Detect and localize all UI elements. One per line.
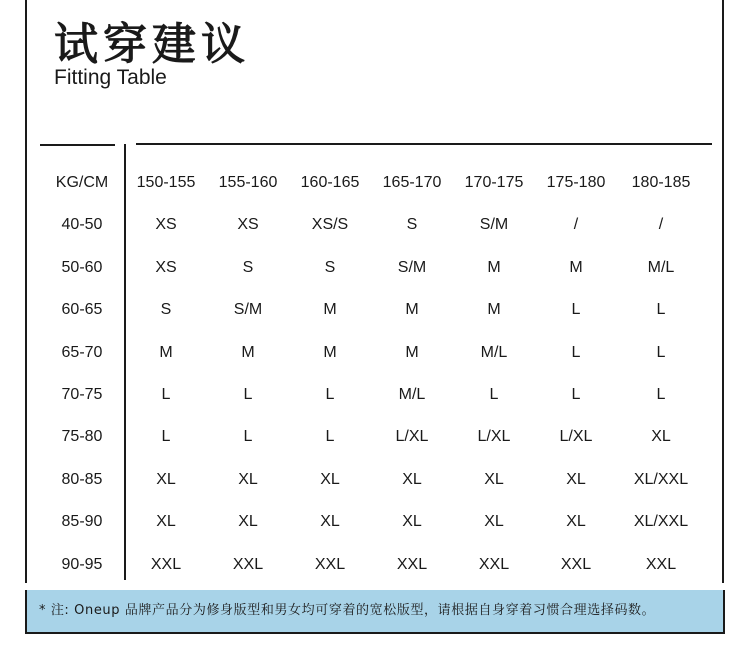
size-cell: S: [406, 216, 418, 233]
size-cell: L: [656, 344, 666, 361]
size-cell: S: [324, 259, 336, 276]
size-cell: M: [487, 301, 501, 318]
frame-right-border: [722, 0, 724, 583]
size-cell: L/XL: [559, 428, 593, 445]
size-cell: L: [325, 428, 335, 445]
weight-row-label: 85-90: [61, 513, 103, 530]
size-cell: L/XL: [395, 428, 429, 445]
size-cell: XL: [156, 513, 176, 530]
height-column-header: 165-170: [382, 174, 442, 191]
size-cell: S: [160, 301, 172, 318]
height-column-header: 175-180: [546, 174, 606, 191]
size-cell: L: [243, 428, 253, 445]
size-cell: XL: [651, 428, 671, 445]
size-cell: XL: [484, 513, 504, 530]
size-cell: L: [571, 344, 581, 361]
page-subtitle: Fitting Table: [54, 66, 167, 89]
size-cell: XXL: [560, 556, 592, 573]
size-cell: L: [243, 386, 253, 403]
size-cell: L: [325, 386, 335, 403]
height-column-header: 155-160: [218, 174, 278, 191]
size-cell: S/M: [397, 259, 427, 276]
size-cell: XL: [320, 513, 340, 530]
size-cell: XXL: [645, 556, 677, 573]
size-cell: XL: [402, 513, 422, 530]
size-cell: XL: [156, 471, 176, 488]
size-cell: M: [569, 259, 583, 276]
note-bar-bottom-rule: [25, 632, 725, 634]
weight-row-label: 60-65: [61, 301, 103, 318]
weight-row-label: 70-75: [61, 386, 103, 403]
size-cell: XXL: [478, 556, 510, 573]
size-cell: M: [323, 344, 337, 361]
table-top-rule-right: [136, 143, 712, 145]
height-column-header: 180-185: [631, 174, 691, 191]
frame-left-border: [25, 0, 27, 583]
weight-row-label: 90-95: [61, 556, 103, 573]
height-column-header: 150-155: [136, 174, 196, 191]
size-cell: XL: [566, 471, 586, 488]
size-cell: XS: [155, 216, 177, 233]
size-cell: /: [658, 216, 664, 233]
weight-row-label: 50-60: [61, 259, 103, 276]
size-cell: XXL: [150, 556, 182, 573]
height-column-header: 170-175: [464, 174, 524, 191]
size-cell: M: [405, 344, 419, 361]
size-cell: S/M: [233, 301, 263, 318]
size-cell: XS: [237, 216, 259, 233]
size-cell: L: [656, 386, 666, 403]
size-cell: L: [656, 301, 666, 318]
size-cell: XXL: [396, 556, 428, 573]
size-cell: S/M: [479, 216, 509, 233]
size-cell: XL: [238, 513, 258, 530]
size-cell: M: [487, 259, 501, 276]
note-text: * 注: Oneup 品牌产品分为修身版型和男女均可穿着的宽松版型，请根据自身穿着习惯合理选择码数。: [39, 603, 656, 618]
height-column-header: 160-165: [300, 174, 360, 191]
page-title: 试穿建议: [54, 19, 250, 70]
weight-row-label: 80-85: [61, 471, 103, 488]
weight-row-label: 40-50: [61, 216, 103, 233]
size-cell: XL/XXL: [633, 513, 689, 530]
size-cell: L/XL: [477, 428, 511, 445]
size-cell: L: [489, 386, 499, 403]
size-cell: XL: [238, 471, 258, 488]
size-cell: XS/S: [311, 216, 349, 233]
size-cell: M: [159, 344, 173, 361]
weight-row-label: 65-70: [61, 344, 103, 361]
size-cell: XL: [566, 513, 586, 530]
weight-row-label: 75-80: [61, 428, 103, 445]
size-cell: L: [571, 386, 581, 403]
size-cell: /: [573, 216, 579, 233]
size-cell: M: [323, 301, 337, 318]
size-cell: XL: [484, 471, 504, 488]
size-cell: M: [405, 301, 419, 318]
size-cell: S: [242, 259, 254, 276]
size-cell: XXL: [232, 556, 264, 573]
size-cell: M/L: [398, 386, 426, 403]
size-cell: M/L: [480, 344, 508, 361]
size-cell: M: [241, 344, 255, 361]
size-cell: L: [161, 428, 171, 445]
size-cell: L: [161, 386, 171, 403]
size-cell: XS: [155, 259, 177, 276]
size-cell: XL: [320, 471, 340, 488]
size-cell: XL/XXL: [633, 471, 689, 488]
table-corner-label: KG/CM: [55, 174, 109, 191]
size-cell: M/L: [647, 259, 675, 276]
size-cell: L: [571, 301, 581, 318]
note-bar: [25, 590, 725, 632]
table-top-rule-left: [40, 144, 115, 146]
size-cell: XL: [402, 471, 422, 488]
size-cell: XXL: [314, 556, 346, 573]
